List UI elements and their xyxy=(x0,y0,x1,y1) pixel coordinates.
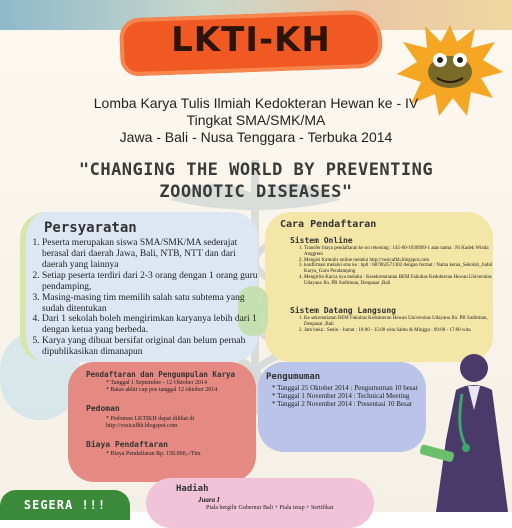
persyaratan-item: 1. Peserta merupakan siswa SMA/SMK/MA sederajat berasal dari daerah Jawa, Bali, NTB, NTT dan dari daerah yang lainnya xyxy=(42,238,260,271)
pengumuman-item: * Tanggal 25 Oktober 2014 : Pengumuman 10 besar xyxy=(272,384,418,392)
online-item: 1. Transfer biaya pendaftaran ke no rekening : 145-00-1030999-1 atas nama : Ni Kadek Winda Anggreni xyxy=(304,246,500,258)
slogan-line-2: ZOONOTIC DISEASES" xyxy=(159,182,353,202)
pedoman-list xyxy=(96,416,256,430)
pedoman-item-text: Pedoman LKTIKH dapat dilihat di http://vesicafkh.blogspot.com xyxy=(106,416,195,429)
persyaratan-item: 5. Karya yang dibuat bersifat original dan belum pernah dipublikasikan dimanapun xyxy=(42,336,260,358)
biaya-heading: Biaya Pendaftaran xyxy=(86,440,168,449)
cara-pendaftaran-panel xyxy=(265,212,493,362)
hadiah-juara: Juara I xyxy=(198,496,220,504)
langsung-item: 1. Ke sekretariatan BEM Fakultas Kedokteran Hewan Universitas Udayana Jln. PB Sudirman, Denpasar ,Bali xyxy=(304,316,500,328)
langsung-list xyxy=(292,316,500,333)
persyaratan-list xyxy=(30,238,260,358)
subtitle-line-3: Jawa - Bali - Nusa Tenggara - Terbuka 2014 xyxy=(119,129,393,145)
cara-heading: Cara Pendaftaran xyxy=(280,219,377,230)
slogan-line-1: "CHANGING THE WORLD BY PREVENTING xyxy=(78,160,434,180)
pengumuman-item-text: Tanggal 2 November 2014 : Presentasi 10 Besar xyxy=(277,400,413,409)
pengumuman-heading: Pengumuman xyxy=(266,372,321,382)
pengumuman-item: * Tanggal 1 November 2014 : Technical Meeting xyxy=(272,392,410,401)
doctor-figure-icon xyxy=(416,350,512,512)
langsung-item: 2. Jam buka : Senin - Jumat : 10:00 - 15:00 wita Sabtu & Minggu : 09:00 - 17:00 wita xyxy=(304,328,500,334)
pedoman-item: * Pedoman LKTIKH dapat dilihat di http://vesicafkh.blogspot.com xyxy=(106,416,195,429)
pendaftaran-item: * Tanggal 1 September - 12 Oktober 2014 xyxy=(106,380,207,386)
biaya-item: * Biaya Pendaftaran Rp. 150.000,-/Tim xyxy=(106,451,201,457)
subtitle-line-2: Tingkat SMA/SMK/MA xyxy=(186,112,326,128)
pedoman-heading: Pedoman xyxy=(86,404,120,413)
biaya-item-text: Biaya Pendaftaran Rp. 150.000,-/Tim xyxy=(110,451,201,457)
persyaratan-item: 4. Dari 1 sekolah boleh mengirimkan karyanya lebih dari 1 dengan ketua yang berbeda. xyxy=(42,314,260,336)
online-item: 3. konfirmasi melalui sms ke : hp0 : 087862571302 dengan format : Nama ketua_Sekolah_Judul Karya_Guru Pendamping xyxy=(304,263,500,275)
hadiah-heading: Hadiah xyxy=(176,484,209,494)
segera-badge-text: SEGERA !!! xyxy=(23,498,107,512)
pendaftaran-heading: Pendaftaran dan Pengumpulan Karya xyxy=(86,370,236,379)
persyaratan-heading: Persyaratan xyxy=(44,220,137,236)
persyaratan-item: 3. Masing-masing tim memilih salah satu subtema yang sudah ditentukan xyxy=(42,293,260,315)
subtitle-line-1: Lomba Karya Tulis Ilmiah Kedokteran Hewan ke - IV xyxy=(93,95,419,111)
pendaftaran-item: * Batas akhir cap pos tanggal 12 oktober 2014 xyxy=(106,386,218,393)
langsung-heading: Sistem Datang Langsung xyxy=(290,306,396,315)
poster-title: LKTI-KH xyxy=(171,20,331,60)
online-item: 4. Mengirim Karya nya melalui : Kesekretariatan BEM Fakultas Kedokteran Hewan Universitas Udayana Jln. PB Sudirman, Denpasar ,Bali xyxy=(304,275,500,287)
online-heading: Sistem Online xyxy=(290,236,353,245)
persyaratan-item: 2. Setiap peserta terdiri dari 2-3 orang dengan 1 orang guru pendamping, xyxy=(42,271,260,293)
pengumuman-item-text: Tanggal 25 Oktober 2014 : Pengumuman 10 besar xyxy=(277,384,418,392)
pengumuman-list xyxy=(262,384,436,408)
pendaftaran-list xyxy=(96,380,262,394)
pendaftaran-item-text: Tanggal 1 September - 12 Oktober 2014 xyxy=(110,380,207,386)
online-item: 2. Mengisi formulir online melalui http://vesicafkh.blogspot.com xyxy=(304,258,500,264)
biaya-list xyxy=(96,451,256,458)
pengumuman-item: * Tanggal 2 November 2014 : Presentasi 10 Besar xyxy=(272,400,413,409)
pendaftaran-item-text: Batas akhir cap pos tanggal 12 oktober 2014 xyxy=(110,386,218,393)
pengumuman-item-text: Tanggal 1 November 2014 : Technical Meeting xyxy=(277,392,410,401)
online-list xyxy=(292,246,500,286)
hadiah-line: Piala bergilir Gubernur Bali + Piala tetap + Sertifikat xyxy=(206,505,334,511)
